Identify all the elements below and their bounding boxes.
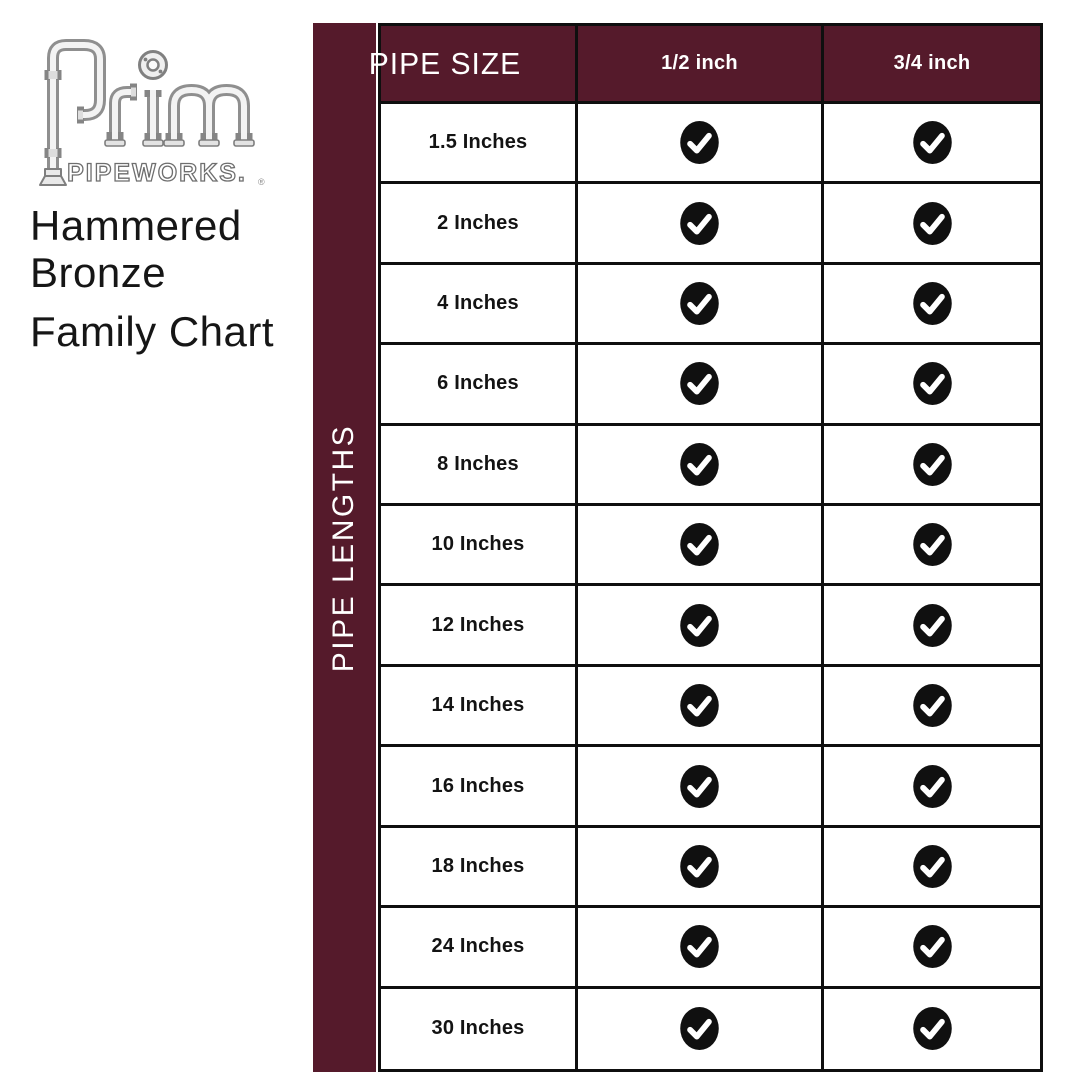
check-circle-icon (678, 119, 721, 166)
check-circle-icon (678, 763, 721, 810)
availability-cell-checked (824, 586, 1040, 666)
availability-cell-checked (578, 667, 824, 747)
pipe-lengths-axis-label: PIPE LENGTHS (327, 423, 361, 672)
check-circle-icon (911, 763, 954, 810)
availability-cell-checked (578, 104, 824, 184)
availability-cell-checked (824, 989, 1040, 1069)
check-circle-icon (678, 923, 721, 970)
check-circle-icon (911, 119, 954, 166)
check-circle-icon (678, 360, 721, 407)
pipe-length-label: 4 Inches (381, 265, 578, 345)
check-circle-icon (911, 521, 954, 568)
availability-cell-checked (824, 104, 1040, 184)
pipe-length-label: 16 Inches (381, 747, 578, 827)
check-circle-icon (678, 682, 721, 729)
availability-cell-checked (578, 184, 824, 264)
check-circle-icon (911, 441, 954, 488)
availability-cell-checked (578, 506, 824, 586)
pipe-lengths-axis-bar (313, 23, 376, 1072)
title-line-2: Bronze (30, 249, 167, 296)
pipe-length-label: 6 Inches (381, 345, 578, 425)
availability-cell-checked (824, 747, 1040, 827)
availability-cell-checked (578, 265, 824, 345)
column-header-half-inch: 1/2 inch (578, 26, 824, 104)
check-circle-icon (911, 843, 954, 890)
pipe-length-label: 2 Inches (381, 184, 578, 264)
prim-pipeworks-logo (38, 36, 270, 188)
check-circle-icon (911, 360, 954, 407)
check-circle-icon (678, 200, 721, 247)
check-circle-icon (911, 923, 954, 970)
check-circle-icon (678, 521, 721, 568)
pipe-length-label: 30 Inches (381, 989, 578, 1069)
availability-cell-checked (578, 989, 824, 1069)
check-circle-icon (911, 682, 954, 729)
availability-cell-checked (824, 184, 1040, 264)
availability-cell-checked (824, 426, 1040, 506)
check-circle-icon (911, 280, 954, 327)
pipe-length-label: 8 Inches (381, 426, 578, 506)
pipe-size-header-label: PIPE SIZE (368, 45, 522, 81)
check-circle-icon (678, 843, 721, 890)
availability-cell-checked (824, 506, 1040, 586)
check-circle-icon (678, 1005, 721, 1052)
check-circle-icon (911, 200, 954, 247)
availability-cell-checked (578, 345, 824, 425)
check-circle-icon (911, 602, 954, 649)
pipe-length-label: 18 Inches (381, 828, 578, 908)
check-circle-icon (678, 602, 721, 649)
availability-cell-checked (578, 747, 824, 827)
availability-cell-checked (578, 828, 824, 908)
pipe-base-flange (40, 169, 66, 185)
pipe-length-label: 1.5 Inches (381, 104, 578, 184)
registered-mark: ® (258, 177, 265, 187)
page-title (30, 202, 274, 355)
availability-cell-checked (578, 426, 824, 506)
column-header-three-quarter-inch: 3/4 inch (824, 26, 1040, 104)
availability-cell-checked (824, 345, 1040, 425)
availability-cell-checked (824, 667, 1040, 747)
pipe-size-table (368, 23, 1043, 1072)
pipe-length-label: 14 Inches (381, 667, 578, 747)
title-line-3: Family Chart (30, 308, 275, 355)
pipe-length-label: 10 Inches (381, 506, 578, 586)
availability-cell-checked (578, 586, 824, 666)
title-line-1: Hammered (30, 202, 242, 249)
pipe-length-label: 12 Inches (381, 586, 578, 666)
flange-dot-icon (140, 52, 167, 79)
availability-cell-checked (824, 265, 1040, 345)
check-circle-icon (911, 1005, 954, 1052)
pipe-feet (105, 140, 254, 146)
check-circle-icon (678, 441, 721, 488)
pipe-size-header-cell (368, 26, 578, 104)
availability-cell-checked (824, 828, 1040, 908)
availability-cell-checked (824, 908, 1040, 988)
pipe-length-label: 24 Inches (381, 908, 578, 988)
check-circle-icon (678, 280, 721, 327)
availability-cell-checked (578, 908, 824, 988)
pipeworks-wordmark: PIPEWORKS. (67, 159, 247, 187)
